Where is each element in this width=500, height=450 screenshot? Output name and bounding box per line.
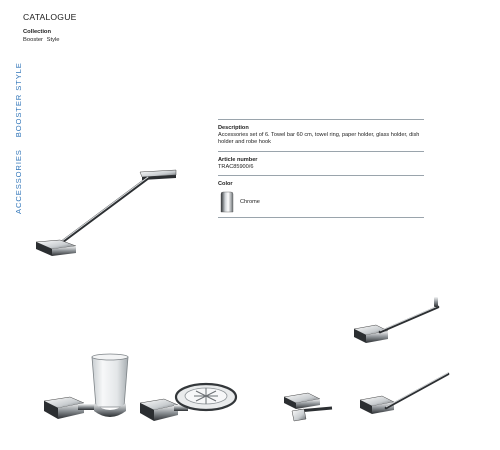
side-label-accessories: ACCESSORIES: [14, 149, 23, 214]
towel-bar-image: [30, 160, 180, 265]
glass-holder-image: [44, 353, 134, 428]
article-label: Article number: [218, 156, 258, 163]
side-section-label: [14, 62, 23, 214]
description-label: Description: [218, 125, 249, 131]
towel-ring-image: [348, 295, 448, 350]
chrome-swatch-icon: [220, 191, 234, 213]
description-text: Accessories set of 6. Towel bar 60 cm, towel ring, paper holder, glass holder, dish holder and robe hook: [218, 132, 420, 146]
catalogue-title: CATALOGUE: [23, 12, 77, 22]
divider: [218, 217, 424, 218]
side-label-style: BOOSTER STYLE: [14, 62, 23, 138]
color-label: Color: [218, 181, 233, 188]
collection-label: Collection: [23, 29, 52, 35]
article-number: TRAC85900/6: [218, 163, 254, 170]
dish-holder-image: [140, 375, 240, 430]
color-section: [218, 176, 424, 217]
description-section: [218, 120, 424, 151]
robe-hook-image: [356, 370, 456, 420]
article-section: [218, 152, 424, 175]
collection-value: Booster Style: [23, 37, 60, 43]
paper-holder-image: [284, 385, 344, 425]
product-details: [218, 119, 424, 218]
color-value: Chrome: [240, 198, 260, 205]
